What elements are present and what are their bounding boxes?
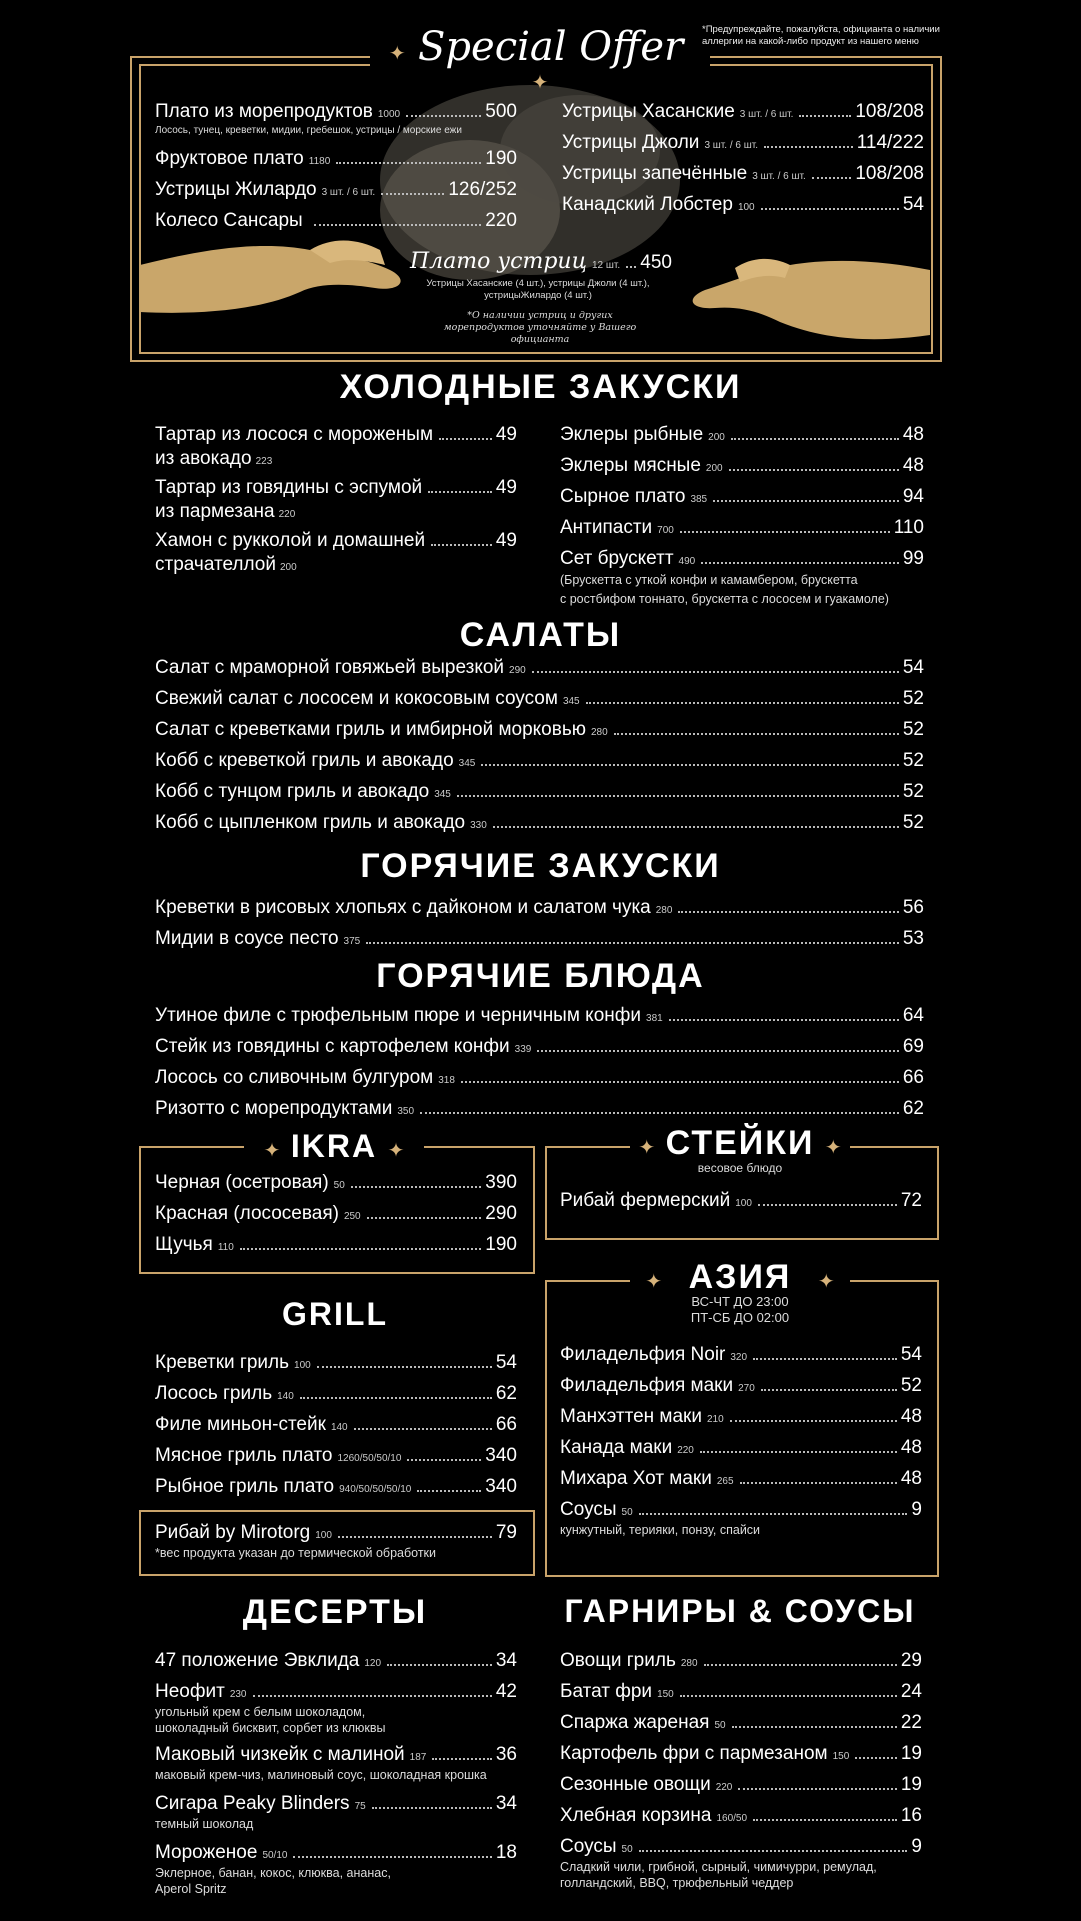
item-desc: Лосось, тунец, креветки, мидии, гребешок, устрицы / морские ежи <box>155 125 462 136</box>
steaks-subtitle: весовое блюдо <box>697 1161 783 1175</box>
menu-item: Свежий салат с лососем и кокосовым соусом 345 52 <box>155 688 924 709</box>
item-desc: с ростбифом тоннато, брускетта с лососем и гуакамоле) <box>560 592 889 606</box>
menu-item: Кобб с цыпленком гриль и авокадо 330 52 <box>155 812 924 833</box>
asia-title-row <box>630 1258 850 1297</box>
menu-item: 47 положение Эвклида 120 34 <box>155 1650 517 1671</box>
plato-item: Плато устриц 12 шт. 450 <box>410 249 672 274</box>
menu-item: Кобб с тунцом гриль и авокадо 345 52 <box>155 781 924 802</box>
allergy-note: *Предупреждайте, пожалуйста, официанта о наличии аллергии на какой-либо продукт из нашего меню <box>702 24 940 47</box>
star-icon: ✦ <box>817 1271 835 1293</box>
item-desc: Сладкий чили, грибной, сырный, чимичурри, ремулад, <box>560 1860 877 1874</box>
menu-item: Стейк из говядины с картофелем конфи 339 69 <box>155 1036 924 1057</box>
asia-hours: ПТ-СБ ДО 02:00 <box>690 1310 790 1325</box>
menu-item: Батат фри 150 24 <box>560 1681 922 1702</box>
menu-item: Мидии в соусе песто 375 53 <box>155 928 924 949</box>
section-title-hot-dishes: ГОРЯЧИЕ БЛЮДА <box>376 957 705 995</box>
ikra-title-row <box>244 1128 424 1165</box>
menu-item: Тартар из лосося с мороженым 49 из авокадо 223 <box>155 424 517 469</box>
item-desc: угольный крем с белым шоколадом, <box>155 1705 366 1719</box>
menu-item: Канада маки 220 48 <box>560 1437 922 1458</box>
menu-item: Салат с мраморной говяжьей вырезкой 290 54 <box>155 657 924 678</box>
plato-desc: Устрицы Хасанские (4 шт.), устрицы Джоли (4 шт.), устрицыЖилардо (4 шт.) <box>426 278 650 301</box>
menu-item: Тартар из говядины с эспумой 49 из пармезана 220 <box>155 477 517 522</box>
menu-item: Михара Хот маки 265 48 <box>560 1468 922 1489</box>
steaks-title-row <box>630 1124 850 1163</box>
menu-item: Эклеры мясные 200 48 <box>560 455 924 476</box>
menu-item: Овощи гриль 280 29 <box>560 1650 922 1671</box>
menu-item: Креветки в рисовых хлопьях с дайконом и салатом чука 280 56 <box>155 897 924 918</box>
star-icon: ✦ <box>638 1137 656 1159</box>
item-desc: маковый крем-чиз, малиновый соус, шоколадная крошка <box>155 1768 487 1782</box>
asia-title: АЗИЯ <box>688 1258 792 1296</box>
menu-item: Лосось гриль 140 62 <box>155 1383 517 1404</box>
menu-item: Сезонные овощи 220 19 <box>560 1774 922 1795</box>
menu-item: Антипасти 700 110 <box>560 517 924 538</box>
menu-item: Сырное плато 385 94 <box>560 486 924 507</box>
menu-item: Кобб с креветкой гриль и авокадо 345 52 <box>155 750 924 771</box>
section-title-sides: ГАРНИРЫ & СОУСЫ <box>564 1593 916 1629</box>
menu-item: Сет брускетт 490 99 <box>560 548 924 569</box>
menu-item: Филе миньон-стейк 140 66 <box>155 1414 517 1435</box>
section-title-desserts: ДЕСЕРТЫ <box>242 1593 428 1631</box>
menu-item: Канадский Лобстер 100 54 <box>562 194 924 215</box>
section-title-hot-snacks: ГОРЯЧИЕ ЗАКУСКИ <box>360 847 721 885</box>
ikra-title: IKRA <box>290 1128 378 1164</box>
section-title-grill: GRILL <box>282 1296 388 1332</box>
menu-item: Манхэттен маки 210 48 <box>560 1406 922 1427</box>
menu-item: Ризотто с морепродуктами 350 62 <box>155 1098 924 1119</box>
menu-item: Рыбное гриль плато 940/50/50/50/10 340 <box>155 1476 517 1497</box>
menu-item: Маковый чизкейк с малиной 187 36 <box>155 1744 517 1765</box>
item-desc: Aperol Spritz <box>155 1882 227 1896</box>
menu-item: Фруктовое плато 1180 190 <box>155 148 517 169</box>
menu-item: Плато из морепродуктов 1000 500 <box>155 101 517 122</box>
menu-item: Хамон с рукколой и домашней 49 страчателлой 200 <box>155 530 517 575</box>
menu-item: Устрицы Хасанские 3 шт. / 6 шт. 108/208 <box>562 101 924 122</box>
menu-item: Мороженое 50/10 18 <box>155 1842 517 1863</box>
menu-item: Мясное гриль плато 1260/50/50/10 340 <box>155 1445 517 1466</box>
menu-item: Хлебная корзина 160/50 16 <box>560 1805 922 1826</box>
menu-item: Филадельфия Noir 320 54 <box>560 1344 922 1365</box>
menu-item: Спаржа жареная 50 22 <box>560 1712 922 1733</box>
menu-item: Щучья 110 190 <box>155 1234 517 1255</box>
ribeye-note: *вес продукта указан до термической обработки <box>155 1546 437 1560</box>
menu-item: Картофель фри с пармезаном 150 19 <box>560 1743 922 1764</box>
star-icon: ✦ <box>824 1137 842 1159</box>
special-footnote: *О наличии устриц и других морепродуктов уточняйте у Вашего официанта <box>443 310 637 345</box>
item-desc: (Брускетта с уткой конфи и камамбером, брускетта <box>560 573 858 587</box>
item-desc: голландский, BBQ, трюфельный чеддер <box>560 1876 794 1890</box>
menu-item: Красная (лососевая) 250 290 <box>155 1203 517 1224</box>
section-title-salads: САЛАТЫ <box>459 616 622 654</box>
menu-item: Эклеры рыбные 200 48 <box>560 424 924 445</box>
menu-item: Черная (осетровая) 50 390 <box>155 1172 517 1193</box>
item-desc: Эклерное, банан, кокос, клюква, ананас, <box>155 1866 391 1880</box>
menu-item: Салат с креветками гриль и имбирной морковью 280 52 <box>155 719 924 740</box>
menu-item: Устрицы Жилардо 3 шт. / 6 шт. 126/252 <box>155 179 517 200</box>
item-desc: темный шоколад <box>155 1817 254 1831</box>
star-icon: ✦ <box>645 1271 663 1293</box>
star-icon: ✦ <box>263 1140 281 1162</box>
menu-item: Колесо Сансары 220 <box>155 210 517 231</box>
menu-item: Неофит 230 42 <box>155 1681 517 1702</box>
item-desc: шоколадный бисквит, сорбет из клюквы <box>155 1721 386 1735</box>
special-offer-title-row <box>380 24 700 95</box>
menu-item: Устрицы запечённые 3 шт. / 6 шт. 108/208 <box>562 163 924 184</box>
menu-item: Сигара Peaky Blinders 75 34 <box>155 1793 517 1814</box>
menu-item: Соусы 50 9 <box>560 1836 922 1857</box>
star-icon: ✦ <box>531 72 549 94</box>
star-icon: ✦ <box>388 43 406 65</box>
menu-item: Рибай фермерский 100 72 <box>560 1190 922 1211</box>
steaks-title: СТЕЙКИ <box>665 1124 815 1162</box>
star-icon: ✦ <box>387 1140 405 1162</box>
menu-item: Филадельфия маки 270 52 <box>560 1375 922 1396</box>
menu-item: Утиное филе с трюфельным пюре и черничным конфи 381 64 <box>155 1005 924 1026</box>
menu-item: Креветки гриль 100 54 <box>155 1352 517 1373</box>
section-title-cold: ХОЛОДНЫЕ ЗАКУСКИ <box>339 368 742 406</box>
item-desc: кунжутный, терияки, понзу, спайси <box>560 1523 761 1537</box>
menu-item: Соусы 50 9 <box>560 1499 922 1520</box>
special-offer-title: Special Offer <box>418 24 684 70</box>
menu-item: Устрицы Джоли 3 шт. / 6 шт. 114/222 <box>562 132 924 153</box>
asia-hours: ВС-ЧТ ДО 23:00 <box>691 1294 789 1309</box>
menu-item: Рибай by Mirotorg 100 79 <box>155 1522 517 1543</box>
menu-item: Лосось со сливочным булгуром 318 66 <box>155 1067 924 1088</box>
